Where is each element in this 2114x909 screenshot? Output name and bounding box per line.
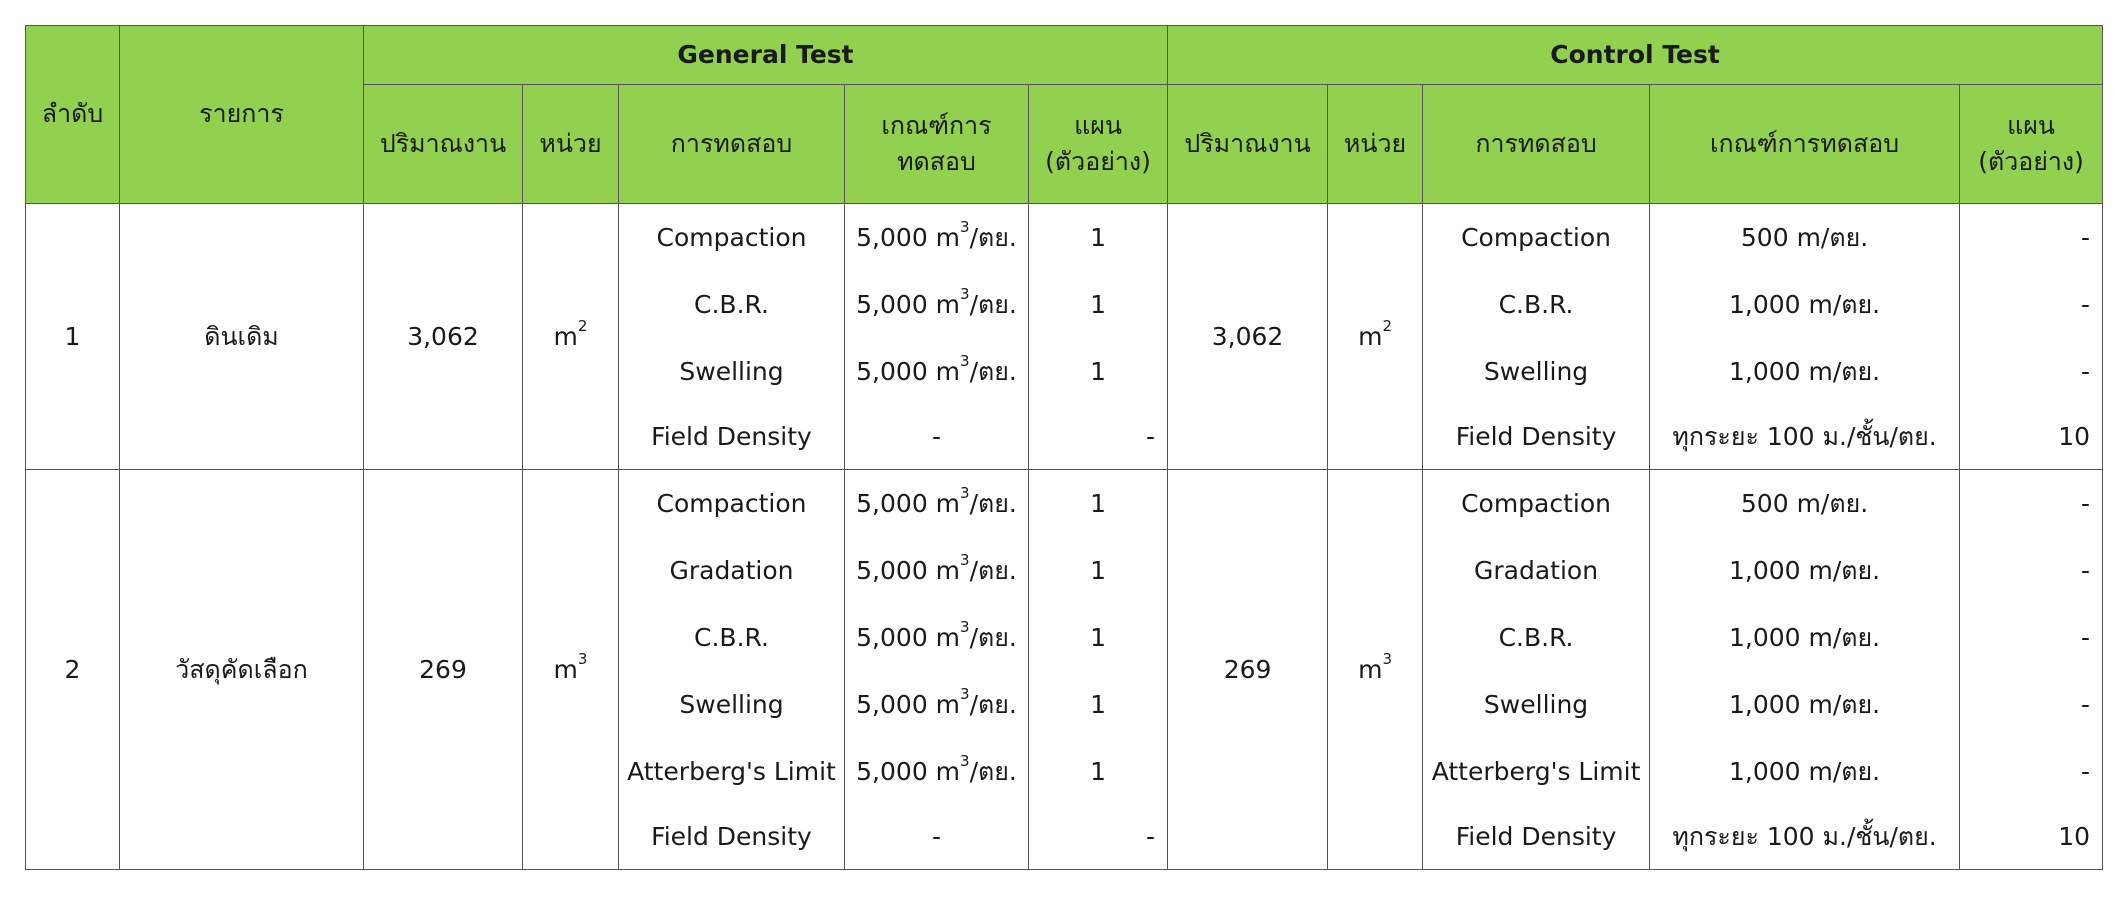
header-control-quantity: ปริมาณงาน [1168,85,1328,204]
general-plan-item: 1 [1090,757,1106,786]
control-quantity: 269 [1168,470,1328,870]
control-plan-item: - [2081,623,2091,652]
control-test-item: Atterberg's Limit [1431,757,1641,786]
control-plan-item: - [2081,690,2091,719]
control-test-item: Field Density [1455,822,1617,851]
header-general-unit: หน่วย [523,85,619,204]
general-criteria [845,204,1029,470]
general-plan-item: 1 [1090,290,1106,319]
header-general-plan-line2: (ตัวอย่าง) [1045,147,1151,176]
table-header [26,26,2103,204]
header-general-plan [1029,85,1168,204]
general-test-item: Swelling [679,357,784,386]
general-criteria-stack [845,470,1028,869]
general-test-item: Compaction [656,223,807,252]
criteria-value: 5,000 m [856,489,961,518]
control-criteria-item: 500 m/ตย. [1740,223,1869,252]
row-item: วัสดุคัดเลือก [120,470,364,870]
general-quantity: 269 [364,470,523,870]
general-test-item: Compaction [656,489,807,518]
criteria-value: 5,000 m [856,357,961,386]
criteria-value: 5,000 m [856,757,961,786]
criteria-exponent: 3 [960,551,970,569]
general-plan-stack [1029,204,1167,469]
general-unit [523,470,619,870]
general-test-item: Field Density [651,822,812,851]
criteria-value: 5,000 m [856,623,961,652]
general-unit-exponent: 2 [577,317,588,335]
control-criteria-item: 1,000 m/ตย. [1728,357,1881,386]
control-test-item: Field Density [1455,422,1617,451]
control-plan-stack [1960,204,2102,469]
control-tests [1423,204,1650,470]
general-tests-stack [619,204,844,469]
row-item: ดินเดิม [120,204,364,470]
control-criteria-item: 1,000 m/ตย. [1728,690,1881,719]
criteria-exponent: 3 [960,218,970,236]
header-general-test-name: การทดสอบ [619,85,845,204]
criteria-exponent: 3 [960,484,970,502]
control-plan-item: - [2081,757,2091,786]
general-criteria-item [845,671,1028,738]
control-test-item: Swelling [1483,357,1589,386]
header-item: รายการ [120,26,364,204]
control-criteria [1650,204,1960,470]
test-plan-table [25,25,2103,870]
header-general-criteria [845,85,1029,204]
control-unit-base: m [1358,322,1383,351]
control-plan-item: - [2081,357,2091,386]
criteria-value: 5,000 m [856,690,961,719]
general-plan-item: 1 [1090,357,1106,386]
control-plan-item: - [2081,290,2091,319]
control-tests [1423,470,1650,870]
general-criteria-stack [845,204,1028,469]
criteria-per-sample: /ตย. [969,489,1017,518]
control-unit-base: m [1358,655,1383,684]
criteria-per-sample: /ตย. [969,690,1017,719]
general-tests [619,470,845,870]
control-plan-item: 10 [2058,422,2091,451]
control-unit [1328,470,1423,870]
criteria-value: - [931,822,942,851]
control-criteria-stack [1650,470,1959,869]
table-row [26,204,2103,470]
general-plan-item: - [1146,422,1156,451]
general-plan-item: 1 [1090,623,1106,652]
header-general-plan-line1: แผน [1074,110,1122,140]
general-plan-item: - [1146,822,1156,851]
general-plan-item: 1 [1090,690,1106,719]
control-criteria-item: ทุกระยะ 100 ม./ชั้น/ตย. [1672,422,1937,451]
header-control-test-name: การทดสอบ [1423,85,1650,204]
general-test-item: Field Density [651,422,812,451]
control-plan-stack [1960,470,2102,869]
header-general-criteria-line2: ทดสอบ [897,147,976,176]
control-plan-item: - [2081,556,2091,585]
general-test-item: C.B.R. [694,623,769,652]
general-plan-item: 1 [1090,489,1106,518]
header-control-test: Control Test [1168,26,2103,85]
general-test-item: Swelling [679,690,784,719]
control-tests-stack [1423,204,1649,469]
control-quantity: 3,062 [1168,204,1328,470]
control-test-item: C.B.R. [1498,290,1574,319]
criteria-per-sample: /ตย. [969,290,1017,319]
control-test-item: Swelling [1483,690,1589,719]
table-row [26,470,2103,870]
control-plan-item: 10 [2058,822,2091,851]
control-tests-stack [1423,470,1649,869]
header-control-criteria: เกณฑ์การทดสอบ [1650,85,1960,204]
general-plan [1029,204,1168,470]
control-criteria-stack [1650,204,1959,469]
control-criteria-item: 1,000 m/ตย. [1728,757,1881,786]
control-criteria-item: 500 m/ตย. [1740,489,1869,518]
criteria-exponent: 3 [960,618,970,636]
control-criteria [1650,470,1960,870]
control-test-item: Gradation [1474,556,1599,585]
header-control-plan-line2: (ตัวอย่าง) [1978,147,2084,176]
header-control-plan [1960,85,2103,204]
general-plan-item: 1 [1090,556,1106,585]
control-test-item: Compaction [1461,489,1612,518]
criteria-per-sample: /ตย. [969,223,1017,252]
criteria-per-sample: /ตย. [969,757,1017,786]
header-general-test: General Test [364,26,1168,85]
header-general-quantity: ปริมาณงาน [364,85,523,204]
general-quantity: 3,062 [364,204,523,470]
control-plan [1960,204,2103,470]
criteria-value: 5,000 m [856,223,961,252]
general-criteria-item [845,738,1028,805]
general-plan-item: 1 [1090,223,1106,252]
row-no: 2 [26,470,120,870]
control-unit [1328,204,1423,470]
header-general-criteria-line1: เกณฑ์การ [881,110,992,140]
criteria-value: 5,000 m [856,556,961,585]
general-criteria-item [845,470,1028,537]
control-unit-exponent: 3 [1382,650,1392,668]
control-criteria-item: 1,000 m/ตย. [1728,556,1881,585]
control-plan [1960,470,2103,870]
criteria-per-sample: /ตย. [969,357,1017,386]
header-no: ลำดับ [26,26,120,204]
control-test-item: C.B.R. [1498,623,1574,652]
general-test-item: C.B.R. [694,290,769,319]
criteria-per-sample: /ตย. [969,623,1017,652]
control-plan-item: - [2081,223,2091,252]
general-unit-exponent: 3 [577,650,588,668]
general-tests [619,204,845,470]
general-criteria [845,470,1029,870]
general-unit [523,204,619,470]
general-test-item: Atterberg's Limit [627,757,836,786]
general-criteria-item [845,405,1028,469]
header-control-unit: หน่วย [1328,85,1423,204]
general-plan [1029,470,1168,870]
criteria-value: - [931,422,942,451]
table-body [26,204,2103,870]
criteria-exponent: 3 [960,352,970,370]
criteria-exponent: 3 [960,285,970,303]
general-unit-base: m [553,655,578,684]
general-tests-stack [619,470,844,869]
general-unit-base: m [553,322,578,351]
control-test-item: Compaction [1461,223,1612,252]
control-unit-exponent: 2 [1382,317,1392,335]
header-control-plan-line1: แผน [2007,110,2055,140]
general-criteria-item [845,338,1028,405]
general-criteria-item [845,204,1028,271]
control-criteria-item: 1,000 m/ตย. [1728,623,1881,652]
general-test-item: Gradation [669,556,794,585]
criteria-exponent: 3 [960,685,970,703]
control-criteria-item: ทุกระยะ 100 ม./ชั้น/ตย. [1672,822,1937,851]
general-criteria-item [845,271,1028,338]
general-criteria-item [845,537,1028,604]
general-criteria-item [845,805,1028,869]
general-criteria-item [845,604,1028,671]
general-plan-stack [1029,470,1167,869]
control-plan-item: - [2081,489,2091,518]
criteria-exponent: 3 [960,752,970,770]
control-criteria-item: 1,000 m/ตย. [1728,290,1881,319]
row-no: 1 [26,204,120,470]
criteria-value: 5,000 m [856,290,961,319]
criteria-per-sample: /ตย. [969,556,1017,585]
